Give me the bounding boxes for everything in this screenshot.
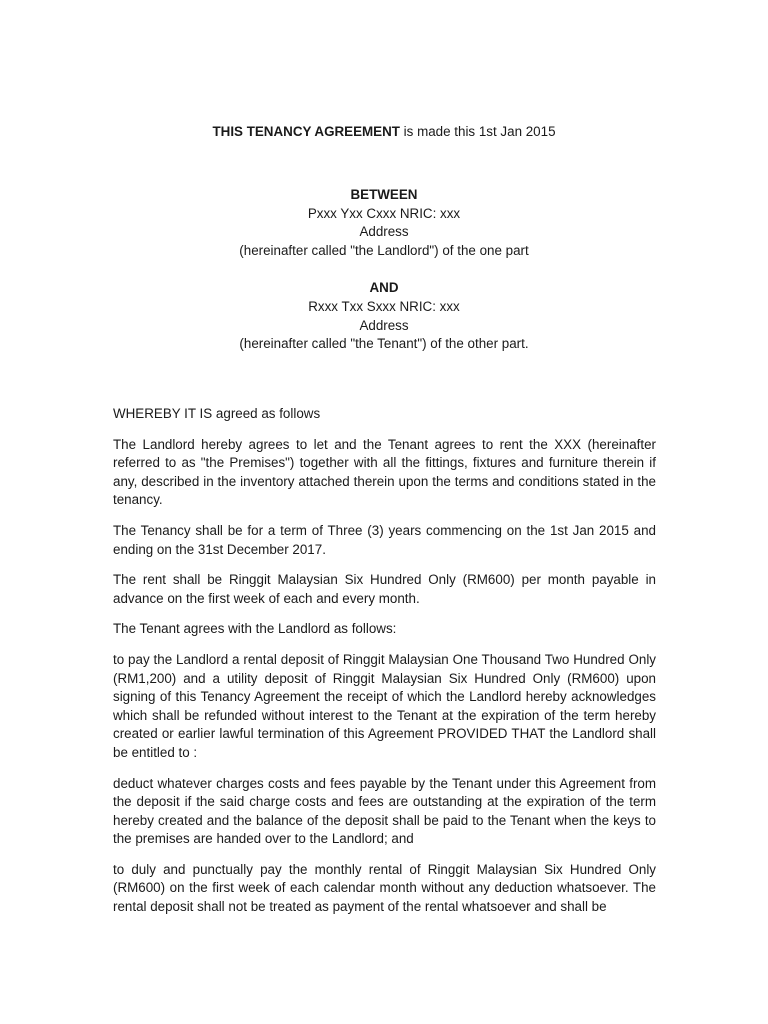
tenant-address: Address	[359, 317, 409, 333]
tenant-note: (hereinafter called "the Tenant") of the other part.	[239, 336, 529, 352]
agreement-body	[113, 405, 656, 929]
landlord-note: (hereinafter called "the Landlord") of the one part	[239, 242, 529, 258]
agreement-title	[0, 123, 768, 142]
landlord-address: Address	[359, 224, 409, 240]
clause-premises: The Landlord hereby agrees to let and the Tenant agrees to rent the XXX (hereinafter referred to as "the Premises") together with all the fittings, fixtures and furniture therein if any, described in the inventory attached therein upon the terms and conditions stated in the tenancy.	[113, 436, 656, 508]
clause-tenant-agrees: The Tenant agrees with the Landlord as follows:	[113, 621, 397, 637]
clause-deposit: to pay the Landlord a rental deposit of Ringgit Malaysian One Thousand Two Hundred Only (RM1,200) and a utility deposit of Ringgit Malaysian Six Hundred Only (RM600) upon signing of this Tenancy Agreement the receipt of which the Landlord hereby acknowledges which shall be refunded without interest to the Tenant at the expiration of the term hereby created or earlier lawful termination of this Agreement PROVIDED THAT the Landlord shall be entitled to :	[113, 651, 656, 760]
clause-rent: The rent shall be Ringgit Malaysian Six Hundred Only (RM600) per month payable in advance on the first week of each and every month.	[113, 572, 656, 606]
and-heading: AND	[369, 280, 399, 296]
clause-intro: WHEREBY IT IS agreed as follows	[113, 406, 321, 421]
clause-pay-rental: to duly and punctually pay the monthly rental of Ringgit Malaysian Six Hundred Only (RM600) on the first week of each calendar month without any deduction whatsoever. The rental deposit shall not be treated as payment of the rental whatsoever and shall be	[113, 861, 656, 915]
title-rest: is made this 1st Jan 2015	[399, 124, 556, 139]
between-heading: BETWEEN	[350, 187, 418, 202]
clause-term: The Tenancy shall be for a term of Three (3) years commencing on the 1st Jan 2015 and ending on the 31st December 2017.	[113, 522, 656, 557]
spacer	[0, 260, 768, 279]
parties-block	[0, 186, 768, 354]
landlord-name: Pxxx Yxx Cxxx NRIC: xxx	[307, 205, 461, 221]
title-bold: THIS TENANCY AGREEMENT	[212, 124, 400, 139]
tenant-name: Rxxx Txx Sxxx NRIC: xxx	[308, 298, 460, 314]
clause-deduct: deduct whatever charges costs and fees payable by the Tenant under this Agreement from the deposit if the said charge costs and fees are outstanding at the expiration of the term hereby created and the balance of the deposit shall be paid to the Tenant when the keys to the premises are handed over to the Landlord; and	[113, 775, 656, 847]
